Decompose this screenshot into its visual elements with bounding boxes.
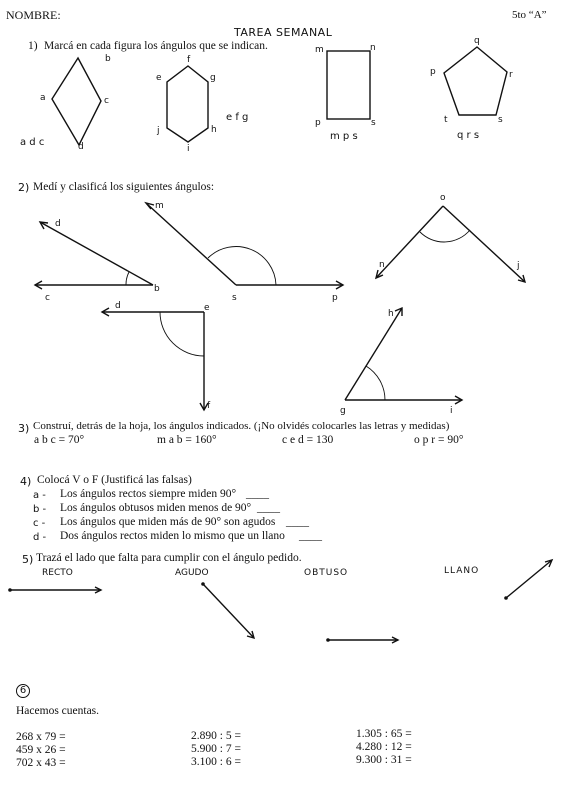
ex4-item-c-text: Los ángulos que miden más de 90° son agudos: [60, 516, 276, 528]
ex2-label-n: n: [379, 260, 385, 270]
ex4-item-a-text: Los ángulos rectos siempre miden 90°: [60, 488, 237, 500]
ex2-angle-hgi: [340, 308, 462, 416]
rhombus-vertex-d: d: [78, 142, 84, 152]
ex6-col2-row2: 5.900 : 7 =: [191, 743, 241, 755]
ex2-label-j: j: [517, 261, 520, 271]
ex2-angle-msp: [146, 201, 343, 303]
pentagon-vertex-t: t: [444, 115, 448, 125]
ex5-instruction: Trazá el lado que falta para cumplir con el ángulo pedido.: [36, 552, 302, 564]
ex2-angle-dbc: [35, 219, 160, 303]
rectangle-angle-label: m p s: [330, 131, 358, 142]
ex2-label-b: b: [154, 284, 160, 294]
ex5-number: 5): [22, 553, 34, 566]
grade-label: 5to “A”: [512, 9, 547, 21]
pentagon-figure: [430, 36, 513, 141]
ex4-item-b-letter: b -: [33, 504, 47, 515]
rhombus-vertex-c: c: [104, 96, 109, 106]
ex1-instruction: Marcá en cada figura los ángulos que se indican.: [44, 40, 268, 52]
ex6-col3-row3: 9.300 : 31 =: [356, 754, 412, 766]
ex2-label-m: m: [155, 201, 164, 211]
rectangle-vertex-n: n: [370, 43, 376, 53]
ex2-label-d: d: [55, 219, 61, 229]
ex3-instruction: Construí, detrás de la hoja, los ángulos indicados. (¡No olvidés colocarles las letras y medidas): [33, 420, 450, 432]
ex2-label-c: c: [45, 293, 50, 303]
hexagon-vertex-i: i: [187, 144, 190, 154]
ex4-number: 4): [20, 475, 32, 488]
ex4-item-c-blank[interactable]: ____: [286, 516, 309, 528]
ex2-angle-def: [102, 301, 211, 411]
ex6-col2-row1: 2.890 : 5 =: [191, 730, 241, 742]
hexagon-vertex-g: g: [210, 73, 216, 83]
hexagon-figure: [156, 55, 248, 154]
rhombus-vertex-b: b: [105, 54, 111, 64]
pentagon-vertex-s: s: [498, 115, 503, 125]
ex2-number: 2): [18, 181, 30, 194]
pentagon-vertex-r: r: [509, 70, 513, 80]
ex2-label-d2: d: [115, 301, 121, 311]
ex2-label-s: s: [232, 293, 237, 303]
ex2-label-o: o: [440, 193, 446, 203]
ex2-label-p: p: [332, 293, 338, 303]
ex6-number: 6: [16, 684, 30, 698]
pentagon-vertex-p: p: [430, 67, 436, 77]
ex6-col3-row2: 4.280 : 12 =: [356, 741, 412, 753]
rectangle-figure: [315, 43, 376, 142]
page-title: TAREA SEMANAL: [234, 26, 333, 39]
name-label: NOMBRE:: [6, 8, 61, 22]
ex5-label-llano: LLANO: [444, 566, 480, 576]
rhombus-angle-label: a d c: [20, 137, 45, 148]
hexagon-vertex-e: e: [156, 73, 162, 83]
ex5-label-agudo: AGUDO: [175, 568, 209, 578]
ex4-item-c-letter: c -: [33, 518, 46, 529]
hexagon-vertex-j: j: [157, 126, 160, 136]
hexagon-vertex-h: h: [211, 125, 217, 135]
ex4-item-b-blank[interactable]: ____: [257, 502, 280, 514]
ex4-item-a-blank[interactable]: ____: [246, 488, 269, 500]
rectangle-vertex-s: s: [371, 118, 376, 128]
ex3-item-3: c e d = 130: [282, 434, 334, 446]
ex2-label-e: e: [204, 303, 210, 313]
ex5-label-obtuso: OBTUSO: [304, 568, 349, 578]
ex3-item-4: o p r = 90°: [414, 434, 464, 446]
ex5-label-recto: RECTO: [42, 568, 73, 578]
pentagon-vertex-q: q: [474, 36, 480, 46]
ex6-col1-row2: 459 x 26 =: [16, 744, 66, 756]
ex4-item-a-letter: a -: [33, 490, 46, 501]
ex4-item-d-letter: d -: [33, 532, 47, 543]
ex2-angle-noj: [376, 193, 525, 282]
ex4-instruction: Colocá V o F (Justificá las falsas): [37, 474, 192, 486]
ex6-col1-row1: 268 x 79 =: [16, 731, 66, 743]
ex6-col2-row3: 3.100 : 6 =: [191, 756, 241, 768]
hexagon-vertex-f: f: [187, 55, 191, 65]
ex4-item-b-text: Los ángulos obtusos miden menos de 90°: [60, 502, 252, 514]
ex2-label-h: h: [388, 309, 394, 319]
ex3-item-1: a b c = 70°: [34, 434, 85, 446]
ex3-item-2: m a b = 160°: [157, 434, 217, 446]
rhombus-figure: [20, 54, 111, 152]
hexagon-angle-label: e f g: [226, 112, 249, 123]
ex6-instruction: Hacemos cuentas.: [16, 705, 100, 717]
pentagon-angle-label: q r s: [457, 130, 480, 141]
rhombus-vertex-a: a: [40, 93, 46, 103]
ex4-item-d-text: Dos ángulos rectos miden lo mismo que un llano: [60, 530, 285, 542]
ex4-item-d-blank[interactable]: ____: [299, 530, 322, 542]
ex1-number: 1): [28, 40, 38, 52]
ex6-col3-row1: 1.305 : 65 =: [356, 728, 412, 740]
ex3-number: 3): [18, 422, 30, 435]
rectangle-vertex-p: p: [315, 118, 321, 128]
ex6-col1-row3: 702 x 43 =: [16, 757, 66, 769]
ex2-instruction: Medí y clasificá los siguientes ángulos:: [33, 181, 215, 193]
ex2-label-g: g: [340, 406, 346, 416]
ex2-label-i: i: [450, 406, 453, 416]
rectangle-vertex-m: m: [315, 45, 324, 55]
ex2-label-f: f: [207, 401, 211, 411]
